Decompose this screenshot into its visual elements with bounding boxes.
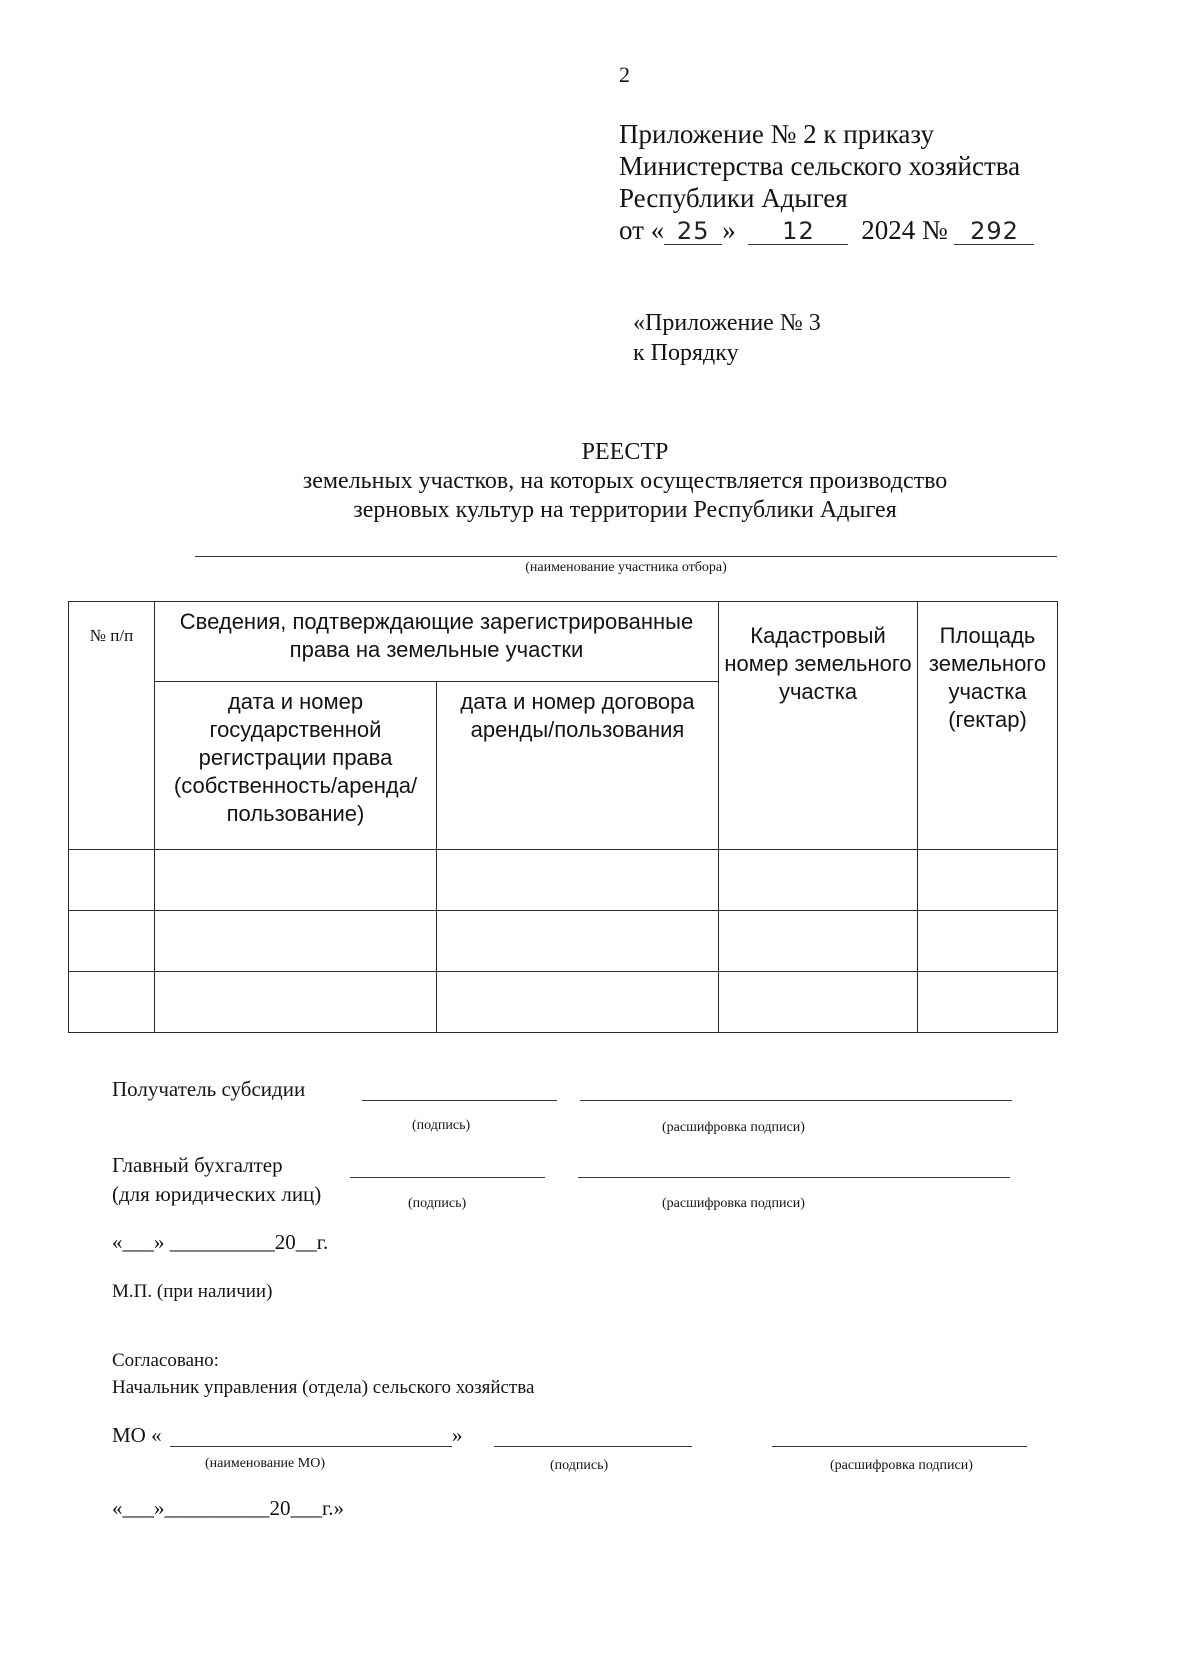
annex-header-line3: Республики Адыгея	[619, 183, 848, 213]
accountant-label: Главный бухгалтер	[112, 1153, 283, 1177]
table-header-row	[69, 602, 1058, 682]
table-row	[69, 850, 1058, 911]
recipient-decode-caption: (расшифровка подписи)	[662, 1120, 805, 1135]
table-cell	[437, 850, 719, 911]
order-number: 292	[954, 218, 1034, 245]
mo-suffix: »	[452, 1423, 463, 1447]
registry-table	[68, 601, 1058, 1033]
title-heading: РЕЕСТР	[581, 439, 669, 465]
table-cell	[437, 911, 719, 972]
table-cell	[719, 972, 918, 1033]
accountant-decode-line	[578, 1177, 1010, 1178]
annex-date-line	[619, 214, 1034, 248]
annex-sub	[633, 308, 821, 368]
accountant-label-note: (для юридических лиц)	[112, 1182, 322, 1206]
table-cell	[918, 972, 1058, 1033]
annex-sub-line2: к Порядку	[633, 340, 739, 366]
col-header-rights-group: Сведения, подтверждающие зарегистрированные права на земельные участки	[155, 602, 719, 682]
mo-name-caption: (наименование МО)	[205, 1456, 325, 1471]
head-label: Начальник управления (отдела) сельского хозяйства	[112, 1377, 535, 1398]
accountant-decode-caption: (расшифровка подписи)	[662, 1196, 805, 1211]
head-decode-caption: (расшифровка подписи)	[830, 1458, 973, 1473]
recipient-signature-caption: (подпись)	[412, 1118, 471, 1133]
table-cell	[719, 911, 918, 972]
recipient-label: Получатель субсидии	[112, 1077, 306, 1101]
table-cell	[155, 911, 437, 972]
annex-header	[619, 118, 1034, 248]
col-header-number: № п/п	[69, 602, 155, 850]
head-decode-line	[772, 1446, 1027, 1447]
table-cell	[918, 850, 1058, 911]
col-header-area: Площадь земельного участка (гектар)	[918, 602, 1058, 850]
head-signature-line	[494, 1446, 692, 1447]
date-line: «___» __________20__г.	[112, 1230, 329, 1254]
table-cell	[155, 972, 437, 1033]
table-cell	[719, 850, 918, 911]
recipient-decode-line	[580, 1100, 1012, 1101]
participant-caption: (наименование участника отбора)	[525, 560, 727, 575]
mo-prefix: МО «	[112, 1423, 162, 1447]
date-year: 2024 №	[861, 215, 948, 245]
annex-sub-line1: «Приложение № 3	[633, 310, 821, 336]
title-line1: земельных участков, на которых осуществляется производство	[302, 468, 948, 494]
accountant-signature-line	[350, 1177, 545, 1178]
accountant-signature-caption: (подпись)	[408, 1196, 467, 1211]
table-cell	[437, 972, 719, 1033]
table-cell	[918, 911, 1058, 972]
participant-line	[195, 556, 1057, 557]
mo-name-line	[170, 1446, 452, 1447]
table-cell	[155, 850, 437, 911]
date-mid: »	[722, 215, 736, 245]
document-title	[0, 438, 1200, 525]
table-cell	[69, 850, 155, 911]
final-date-line: «___»__________20___г.»	[112, 1496, 344, 1520]
annex-header-line2: Министерства сельского хозяйства	[619, 151, 1021, 181]
annex-header-line1: Приложение № 2 к приказу	[619, 119, 934, 149]
head-signature-caption: (подпись)	[550, 1458, 609, 1473]
table-cell	[69, 972, 155, 1033]
date-month: 12	[748, 218, 848, 245]
col-header-cadastral: Кадастровый номер земельного участка	[719, 602, 918, 850]
table-cell	[69, 911, 155, 972]
title-line2: зерновых культур на территории Республики Адыгея	[353, 497, 897, 523]
date-prefix: от «	[619, 215, 665, 245]
agreed-label: Согласовано:	[112, 1350, 219, 1371]
table-row	[69, 972, 1058, 1033]
date-day: 25	[664, 218, 722, 245]
page-number: 2	[619, 62, 630, 87]
col-header-registration: дата и номер государственной регистрации права (собственность/аренда/ пользование)	[155, 682, 437, 850]
stamp-label: М.П. (при наличии)	[112, 1281, 273, 1302]
recipient-signature-line	[362, 1100, 557, 1101]
col-header-lease: дата и номер договора аренды/пользования	[437, 682, 719, 850]
table-row	[69, 911, 1058, 972]
